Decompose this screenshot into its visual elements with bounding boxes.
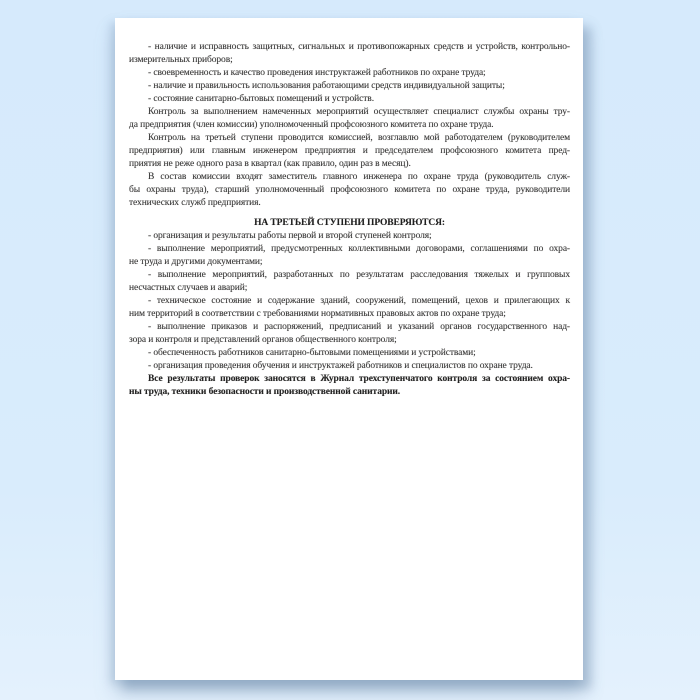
list-item: [129, 295, 570, 321]
emphasis-paragraph: [129, 373, 570, 399]
text-line: - наличие и правильность использования работающими средств индивидуальной защиты;: [148, 81, 505, 91]
text-line: несчастных случаев и аварий;: [129, 283, 248, 293]
text-line: бы охраны труда), старший уполномоченный профсоюзного комитета по охране труда, руководители: [129, 185, 570, 195]
list-item: [129, 360, 570, 373]
text-line: НА ТРЕТЬЕЙ СТУПЕНИ ПРОВЕРЯЮТСЯ:: [254, 218, 445, 228]
text-line: - обеспеченность работников санитарно-бытовыми помещениями и устройствами;: [148, 348, 476, 358]
document-page: [115, 18, 583, 680]
text-line: не труда и другими документами;: [129, 257, 263, 267]
text-line: - выполнение мероприятий, предусмотренных коллективными договорами, соглашениями по охра-: [148, 244, 570, 254]
list-item: [129, 93, 570, 106]
paragraph: [129, 106, 570, 132]
list-item: [129, 230, 570, 243]
paragraph: [129, 132, 570, 171]
list-item: [129, 67, 570, 80]
text-line: предприятия) или главным инженером предприятия и председателем профсоюзного комитета пред-: [129, 146, 570, 156]
text-line: - состояние санитарно-бытовых помещений и устройств.: [148, 94, 374, 104]
text-line: Контроль на третьей ступени проводится комиссией, возглавлю мой работодателем (руководителем: [148, 133, 570, 143]
list-item: [129, 321, 570, 347]
text-line: - наличие и исправность защитных, сигнальных и противопожарных средств и устройств, контрольно-: [148, 42, 570, 52]
list-item: [129, 269, 570, 295]
list-item: [129, 41, 570, 67]
text-line: технических служб предприятия.: [129, 198, 261, 208]
text-line: В состав комиссии входят заместитель главного инженера по охране труда (руководитель служ-: [148, 172, 570, 182]
section-heading: [129, 217, 570, 230]
list-item: [129, 243, 570, 269]
text-line: - выполнение приказов и распоряжений, предписаний и указаний органов государственного над-: [148, 322, 570, 332]
text-line: зора и контроля и представлений органов общественного контроля;: [129, 335, 397, 345]
text-line: - выполнение мероприятий, разработанных по результатам расследования тяжелых и групповых: [148, 270, 570, 280]
text-line: - своевременность и качество проведения инструктажей работников по охране труда;: [148, 68, 486, 78]
text-line: Контроль за выполнением намеченных мероприятий осуществляет специалист службы охраны тру-: [148, 107, 570, 117]
text-line: ны труда, техники безопасности и производственной санитарии.: [129, 387, 401, 397]
text-line: приятия не реже одного раза в квартал (как правило, один раз в месяц).: [129, 159, 411, 169]
text-line: ним территорий в соответствии с требованиями нормативных правовых актов по охране труда;: [129, 309, 506, 319]
document-content: [129, 41, 570, 399]
text-line: - организация и результаты работы первой и второй ступеней контроля;: [148, 231, 432, 241]
text-line: измерительных приборов;: [129, 55, 233, 65]
text-line: да предприятия (член комиссии) уполномоченный профсоюзного комитета по охране труда.: [129, 120, 494, 130]
text-line: - организация проведения обучения и инструктажей работников и специалистов по охране труда.: [148, 361, 533, 371]
text-line: - техническое состояние и содержание зданий, сооружений, помещений, цехов и прилегающих к: [148, 296, 570, 306]
list-item: [129, 80, 570, 93]
text-line: Все результаты проверок заносятся в Журнал трехступенчатого контроля за состоянием охра-: [148, 374, 570, 384]
paragraph: [129, 171, 570, 210]
list-item: [129, 347, 570, 360]
